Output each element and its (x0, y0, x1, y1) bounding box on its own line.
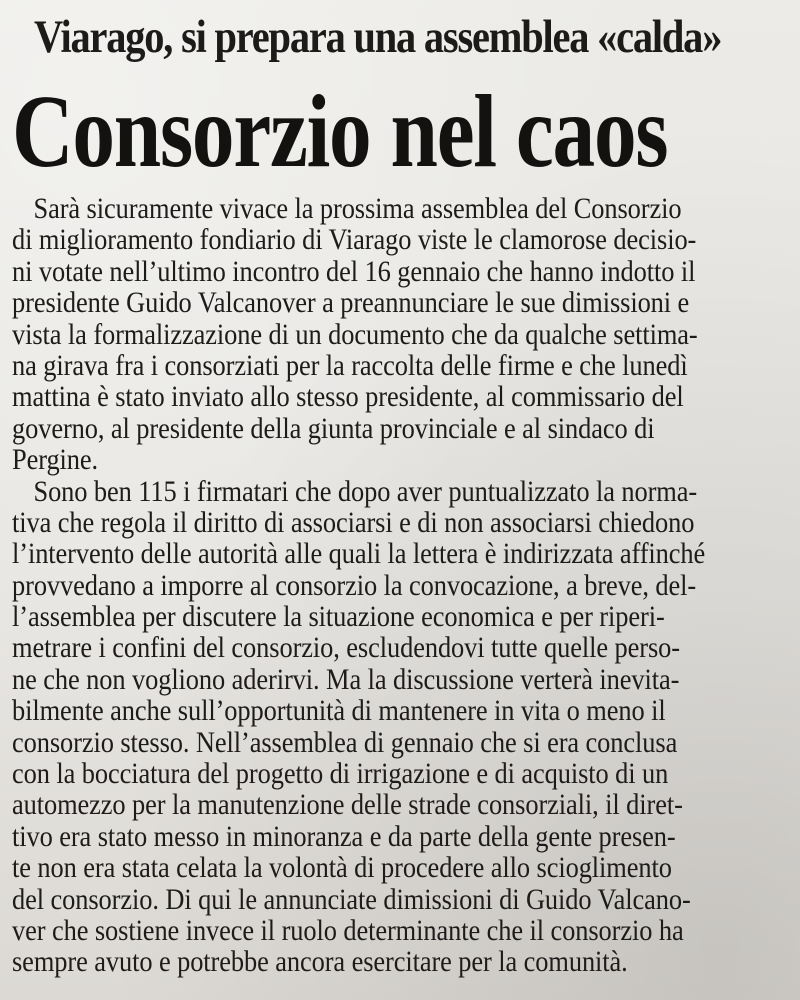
body-line: Sono ben 115 i firmatari che dopo aver puntualizzato la norma- (33, 475, 698, 508)
body-line: di miglioramento fondiario di Viarago viste le clamorose decisio- (12, 224, 697, 257)
body-line: sempre avuto e potrebbe ancora esercitare per la comunità. (12, 946, 628, 979)
body-line: vista la formalizzazione di un documento che da qualche settima- (12, 318, 698, 351)
body-line: metrare i confini del consorzio, escludendovi tutte quelle perso- (12, 632, 680, 665)
body-line: tiva che regola il diritto di associarsi e di non associarsi chiedono (12, 506, 695, 539)
body-line: del consorzio. Di qui le annunciate dimissioni di Guido Valcano- (12, 883, 691, 916)
article-body (12, 194, 800, 979)
body-line: te non era stata celata la volontà di procedere allo scioglimento (12, 852, 672, 885)
body-line: presidente Guido Valcanover a preannunciare le sue dimissioni e (12, 287, 690, 320)
body-line: mattina è stato inviato allo stesso presidente, al commissario del (12, 381, 684, 414)
article-kicker: Viarago, si prepara una assemblea «calda» (34, 11, 722, 63)
body-line: ni votate nell’ultimo incontro del 16 gennaio che hanno indotto il (12, 255, 696, 288)
body-line: bilmente anche sull’opportunità di mantenere in vita o meno il (12, 695, 666, 728)
body-line: automezzo per la manutenzione delle strade consorziali, il diret- (12, 789, 683, 822)
body-line: governo, al presidente della giunta provinciale e al sindaco di (12, 412, 655, 445)
body-line: l’assemblea per discutere la situazione economica e per riperi- (12, 601, 665, 634)
body-line: ver che sostiene invece il ruolo determinante che il consorzio ha (12, 914, 684, 947)
body-line: l’intervento delle autorità alle quali la lettera è indirizzata affinché (12, 538, 706, 571)
body-line: provvedano a imporre al consorzio la convocazione, a breve, del- (12, 569, 697, 602)
body-line: Sarà sicuramente vivace la prossima assemblea del Consorzio (33, 193, 682, 225)
body-line: na girava fra i consorziati per la raccolta delle firme e che lunedì (12, 349, 688, 382)
body-line: con la bocciatura del progetto di irrigazione e di acquisto di un (12, 758, 669, 791)
body-line: consorzio stesso. Nell’assemblea di gennaio che si era conclusa (12, 726, 678, 759)
body-line: Pergine. (12, 444, 99, 477)
body-line: ne che non vogliono aderirvi. Ma la discussione verterà inevita- (12, 663, 680, 696)
body-line: tivo era stato messo in minoranza e da parte della gente presen- (12, 820, 676, 853)
article-headline: Consorzio nel caos (12, 74, 668, 189)
